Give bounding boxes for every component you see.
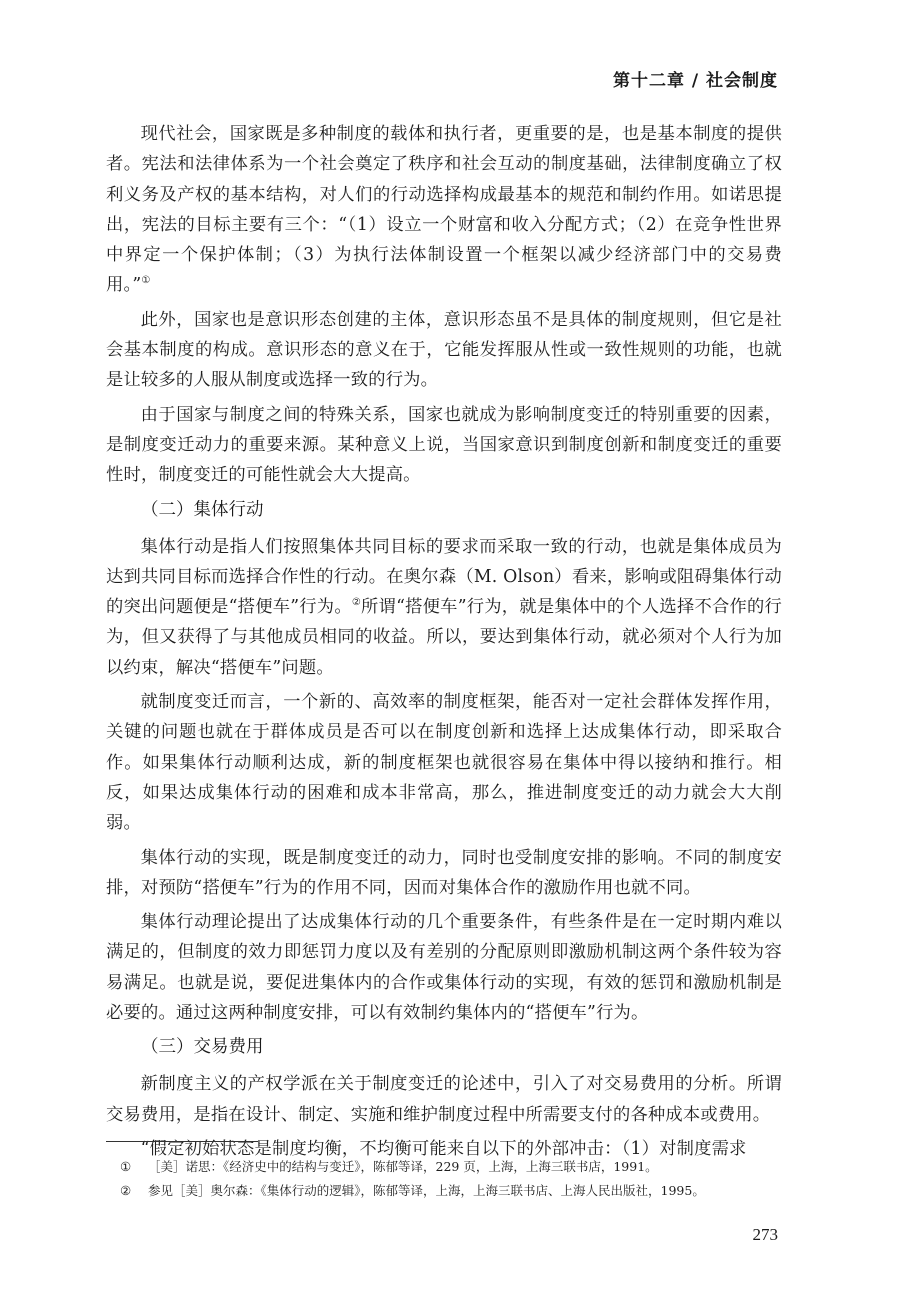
page-number: 273 (752, 1225, 778, 1244)
paragraph-text: 集体行动是指人们按照集体共同目标的要求而采取一致的行动，也就是集体成员为达到共同目标而选择合作性的行动。在奥尔森（M. Olson）看来，影响或阻碍集体行动的突出问题便是“搭便车”行为。 (106, 536, 782, 618)
paragraph: 新制度主义的产权学派在关于制度变迁的论述中，引入了对交易费用的分析。所谓交易费用，是指在设计、制定、实施和维护制度过程中所需要支付的各种成本或费用。 (106, 1074, 782, 1125)
paragraph: “假定初始状态是制度均衡，不均衡可能来自以下的外部冲击：（1）对制度需求 (140, 1138, 747, 1159)
footnote-text: 参见［美］奥尔森：《集体行动的逻辑》，陈郁等译，上海，上海三联书店、上海人民出版社，1995。 (148, 1183, 705, 1198)
section-heading: （三）交易费用 (141, 1037, 264, 1058)
footnote-ref[interactable]: ② (351, 597, 362, 609)
paragraph: 集体行动理论提出了达成集体行动的几个重要条件，有些条件是在一定时期内难以满足的，但制度的效力即惩罚力度以及有差别的分配原则即激励机制这两个条件较为容易满足。也就是说，要促进集体内的合作或集体行动的实现，有效的惩罚和激励机制是必要的。通过这两种制度安排，可以有效制约集体内的“搭便车”行为。 (106, 912, 782, 1024)
paragraph-text: 现代社会，国家既是多种制度的载体和执行者，更重要的是，也是基本制度的提供者。宪法和法律体系为一个社会奠定了秩序和社会互动的制度基础，法律制度确立了权利义务及产权的基本结构，对人们的行动选择构成最基本的规范和制约作用。如诺思提出，宪法的目标主要有三个：“（1）设立一个财富和收入分配方式；（2）在竞争性世界中界定一个保护体制；（3）为执行法体制设置一个框架以减少经济部门中的交易费用。” (106, 124, 782, 296)
footnote-divider (106, 1141, 258, 1142)
paragraph: 就制度变迁而言，一个新的、高效率的制度框架，能否对一定社会群体发挥作用，关键的问题也就在于群体成员是否可以在制度创新和选择上达成集体行动，即采取合作。如果集体行动顺利达成，新的制度框架也就很容易在集体中得以接纳和推行。相反，如果达成集体行动的困难和成本非常高，那么，推进制度变迁的动力就会大大削弱。 (106, 692, 782, 834)
footnotes (120, 1155, 780, 1203)
running-head: 第十二章 / 社会制度 (612, 71, 778, 91)
paragraph (106, 532, 782, 683)
footnote-mark: ① (120, 1159, 132, 1174)
footnote-mark: ② (120, 1183, 132, 1198)
footnote-ref[interactable]: ① (141, 275, 151, 287)
paragraph: 此外，国家也是意识形态创建的主体，意识形态虽不是具体的制度规则，但它是社会基本制度的构成。意识形态的意义在于，它能发挥服从性或一致性规则的功能，也就是让较多的人服从制度或选择一致的行为。 (106, 309, 782, 391)
body-text (106, 119, 782, 1168)
paragraph-text: 所谓“搭便车”行为，就是集体中的个人选择不合作的行为，但又获得了与其他成员相同的收益。所以，要达到集体行动，就必须对个人行为加以约束，解决“搭便车”问题。 (106, 597, 783, 678)
section-heading: （二）集体行动 (141, 499, 264, 520)
paragraph (106, 119, 782, 301)
footnote (120, 1179, 780, 1203)
footnote (120, 1155, 780, 1179)
paragraph: 由于国家与制度之间的特殊关系，国家也就成为影响制度变迁的特别重要的因素，是制度变迁动力的重要来源。某种意义上说，当国家意识到制度创新和制度变迁的重要性时，制度变迁的可能性就会大大提高。 (106, 404, 782, 486)
paragraph: 集体行动的实现，既是制度变迁的动力，同时也受制度安排的影响。不同的制度安排，对预防“搭便车”行为的作用不同，因而对集体合作的激励作用也就不同。 (106, 847, 782, 898)
footnote-text: ［美］诺思：《经济史中的结构与变迁》，陈郁等译，229 页，上海，上海三联书店，1991。 (148, 1159, 658, 1174)
